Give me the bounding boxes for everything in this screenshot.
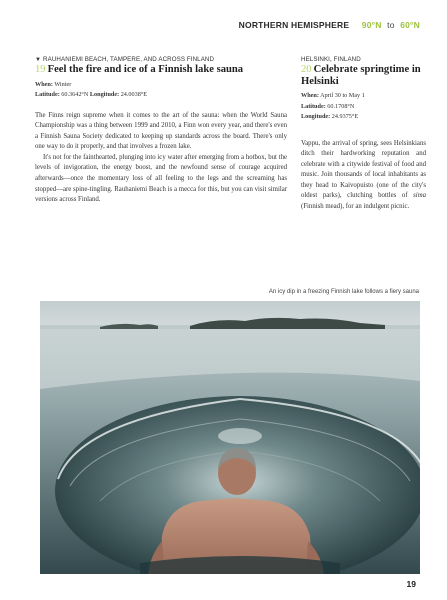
longitude-label: Longitude:: [301, 113, 331, 120]
latitude-value: 60.1708°N: [327, 102, 355, 110]
page-number: 19: [406, 579, 416, 589]
entry-coordinates: [35, 90, 287, 101]
entry-title-text: Feel the fire and ice of a Finnish lake sauna: [47, 64, 244, 75]
latitude-value: 60.3642°N: [61, 91, 89, 98]
body-text: Vappu, the arrival of spring, sees Helsinkians ditch their hardworking reputation and celebrate with a citywide festival of food and music. Join thousands of local inhabitants as they head to Kaivopuisto (one of the city's oldest parks), clutching bottles of: [301, 139, 426, 200]
body-paragraph: It's not for the fainthearted, plunging into icy water after emerging from a hotbox, but the levels of invigoration, the energy boost, and the newfound sense of courage acquired afterwards—once the momentary loss of all feeling to the legs and the screaming has stopped—are spine-tingling. Rauhaniemi Beach is a mecca for this, but you can visit similar versions across Finland.: [35, 153, 287, 204]
body-text: (Finnish mead), for an indulgent picnic.: [301, 203, 410, 211]
latitude-from: 90°N: [361, 20, 382, 30]
lake-photo: [40, 301, 420, 574]
photo-caption: An icy dip in a freezing Finnish lake follows a fiery sauna: [268, 289, 419, 295]
when-label: When:: [35, 80, 53, 88]
entry-title-text: Celebrate springtime in Helsinki: [301, 64, 421, 87]
latitude-to: 60°N: [400, 20, 420, 30]
entry-body: [301, 139, 426, 213]
when-label: When:: [301, 92, 319, 99]
entry-body: [35, 111, 287, 206]
entry-when: [301, 91, 426, 102]
latitude-to-word: to: [387, 20, 395, 30]
entry-19: [35, 56, 287, 206]
entry-location-text: RAUHANIEMI BEACH, TAMPERE, AND ACROSS FINLAND: [43, 56, 215, 63]
entry-number: 19: [35, 64, 46, 75]
triangle-marker-icon: ▼: [35, 57, 42, 63]
entry-20: [301, 56, 426, 213]
entry-title: [301, 64, 426, 87]
body-paragraph: [301, 139, 426, 213]
latitude-label: Latitude:: [35, 91, 60, 98]
entry-longitude: [301, 112, 426, 123]
entry-number: 20: [301, 64, 312, 75]
body-italic: sima: [413, 192, 426, 200]
entry-latitude: [301, 102, 426, 113]
entry-title: [35, 64, 287, 76]
longitude-label: Longitude:: [89, 91, 120, 98]
hemisphere-label: NORTHERN HEMISPHERE: [238, 20, 350, 30]
longitude-value: 24.9375°E: [331, 113, 359, 120]
entry-when: [35, 80, 287, 91]
entry-location: [35, 56, 287, 63]
body-paragraph: The Finns reign supreme when it comes to the art of the sauna: when the World Sauna Championship was a thing between 1999 and 2010, a Finn won every year, and there's even a Finnish Sauna Society dedicated to keeping up standards across the board. There's only one way to do it properly, and that involves a frozen lake.: [35, 111, 287, 151]
entry-location: HELSINKI, FINLAND: [301, 56, 361, 63]
light-reflection: [218, 428, 262, 444]
when-value: April 30 to May 1: [320, 92, 365, 99]
page-header: [239, 20, 420, 30]
longitude-value: 24.0038°E: [120, 91, 148, 98]
latitude-range: [362, 20, 420, 30]
when-value: Winter: [54, 80, 72, 88]
latitude-label: Latitude:: [301, 102, 326, 110]
lake-photo-illustration: [40, 301, 420, 574]
